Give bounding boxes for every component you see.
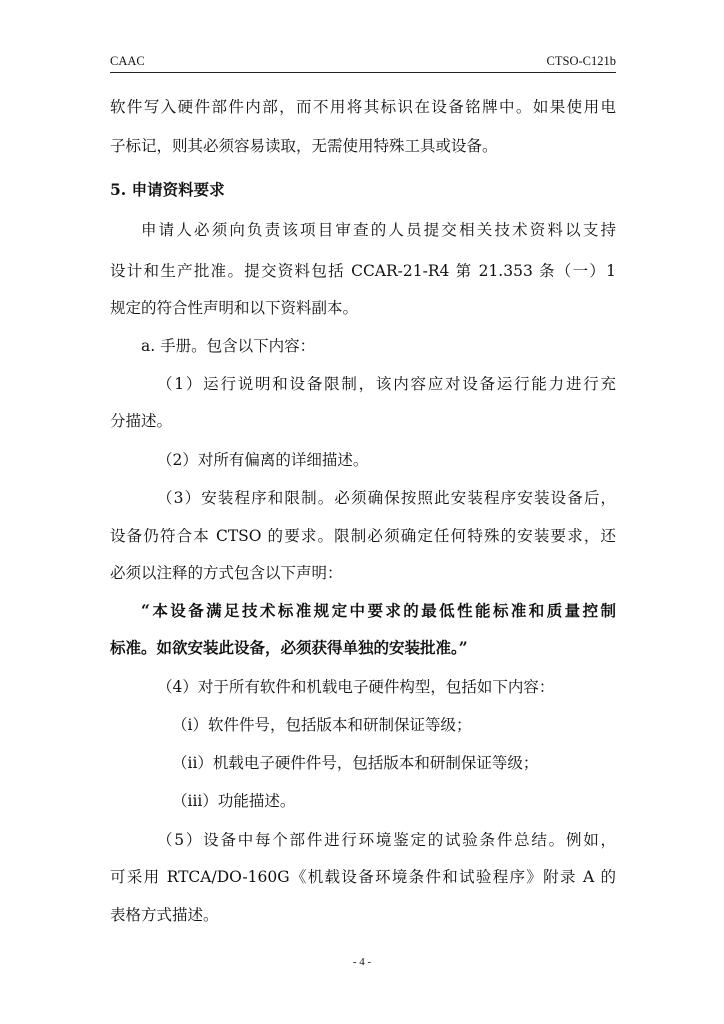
- paragraph-line: 设计和生产批准。提交资料包括 CCAR-21-R4 第 21.353 条（一）1: [110, 262, 616, 280]
- list-item-4-i: （i）软件件号，包括版本和研制保证等级；: [172, 716, 472, 734]
- paragraph-line: 子标记，则其必须容易读取，无需使用特殊工具或设备。: [110, 137, 498, 155]
- list-item-2: （2）对所有偏离的详细描述。: [157, 451, 369, 469]
- list-item-4-iii: （iii）功能描述。: [172, 792, 296, 810]
- required-statement: “本设备满足技术标准规定中要求的最低性能标准和质量控制: [141, 601, 616, 620]
- list-item-1-cont: 分描述。: [110, 412, 173, 430]
- section-heading: 5. 申请资料要求: [110, 180, 225, 199]
- list-item-3-cont: 设备仍符合本 CTSO 的要求。限制必须确定任何特殊的安装要求，还: [110, 527, 616, 545]
- paragraph-line: 软件写入硬件部件内部，而不用将其标识在设备铭牌中。如果使用电: [110, 98, 616, 116]
- list-item-a: a. 手册。包含以下内容：: [141, 337, 316, 355]
- list-item-5: （5）设备中每个部件进行环境鉴定的试验条件总结。例如，: [157, 831, 616, 849]
- page-header: [110, 52, 616, 73]
- paragraph-line: 申请人必须向负责该项目审查的人员提交相关技术资料以支持: [141, 221, 616, 239]
- list-item-4: （4）对于所有软件和机载电子硬件构型，包括如下内容：: [157, 678, 555, 696]
- paragraph-line: 规定的符合性声明和以下资料副本。: [110, 299, 359, 317]
- required-statement-cont: 标准。如欲安装此设备，必须获得单独的安装批准。”: [110, 638, 468, 657]
- list-item-4-ii: （ii）机载电子硬件件号，包括版本和研制保证等级；: [172, 754, 539, 772]
- list-item-3: （3）安装程序和限制。必须确保按照此安装程序安装设备后，: [157, 489, 616, 507]
- list-item-3-cont: 必须以注释的方式包含以下声明：: [110, 564, 343, 582]
- header-org: CAAC: [110, 54, 145, 68]
- page-number: - 4 -: [352, 956, 372, 968]
- list-item-1: （1）运行说明和设备限制，该内容应对设备运行能力进行充: [157, 375, 616, 393]
- header-doc-id: CTSO-C121b: [546, 54, 616, 68]
- list-item-5-cont: 表格方式描述。: [110, 906, 219, 924]
- list-item-5-cont: 可采用 RTCA/DO-160G《机载设备环境条件和试验程序》附录 A 的: [110, 868, 616, 886]
